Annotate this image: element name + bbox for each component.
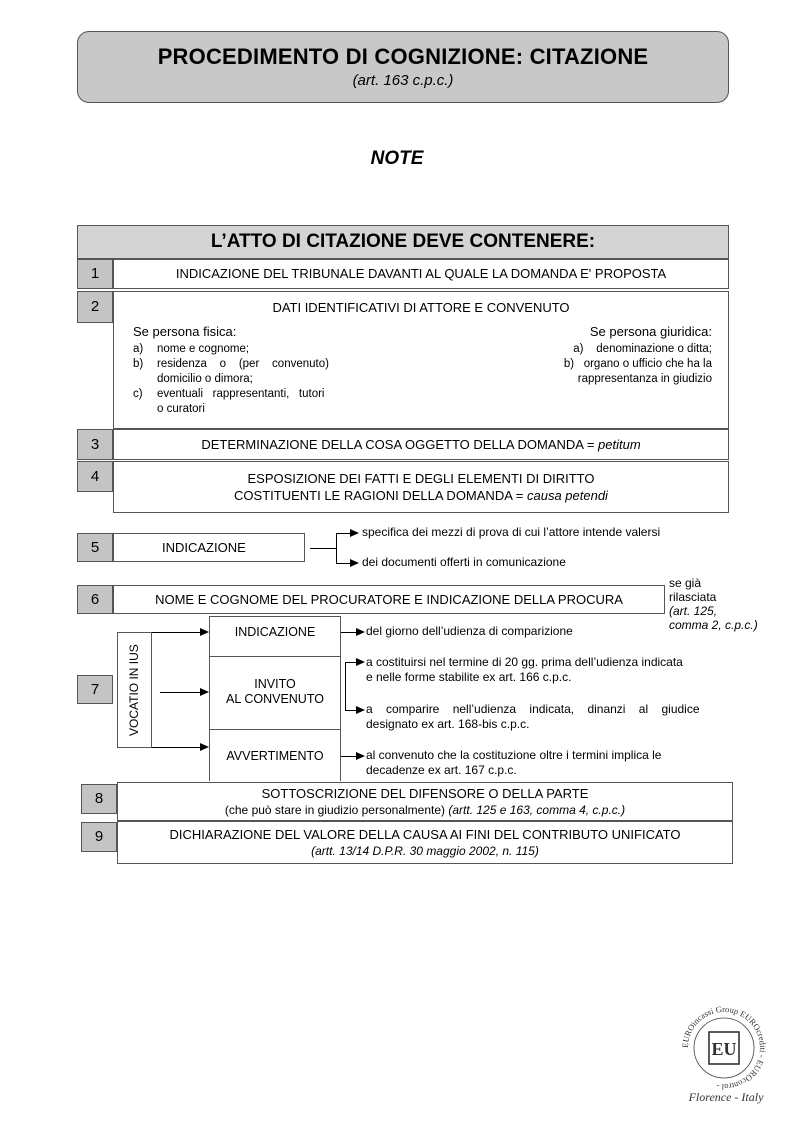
indicazione-box: INDICAZIONE xyxy=(209,616,341,657)
connector-line xyxy=(345,710,356,711)
row-7-text-3 xyxy=(366,702,718,732)
arrow-right-icon xyxy=(356,752,365,760)
arrow-right-icon xyxy=(356,706,365,714)
row-8-line-1: SOTTOSCRIZIONE DEL DIFENSORE O DELLA PARTE xyxy=(261,786,589,801)
list-item: eventuali rappresentanti, tutori xyxy=(157,388,325,400)
connector-line xyxy=(152,747,200,748)
row-7-text-3a: a comparire nell’udienza indicata, dinanzi al giudice xyxy=(366,702,700,716)
persona-giuridica-list xyxy=(500,342,712,387)
row-3-box xyxy=(113,429,729,460)
table-header: L’ATTO DI CITAZIONE DEVE CONTENERE: xyxy=(77,225,729,259)
svg-text:EUROincassi Group EUROcrediti: EUROincassi Group EUROcrediti - EUROcontrol - xyxy=(679,1003,769,1093)
list-item: domicilio o dimora; xyxy=(157,373,253,385)
arrow-right-icon xyxy=(200,688,209,696)
svg-text:EU: EU xyxy=(711,1039,737,1059)
avvertimento-box: AVVERTIMENTO xyxy=(209,729,341,781)
logo-seal-icon xyxy=(676,1000,772,1096)
row-7-text-4b: decadenze ex art. 167 c.p.c. xyxy=(366,763,517,777)
connector-line xyxy=(336,533,350,534)
row-number-5: 5 xyxy=(77,533,113,562)
row-4-line-2-italic: causa petendi xyxy=(526,488,608,503)
invito-line-2: AL CONVENUTO xyxy=(226,692,324,706)
row-number-8: 8 xyxy=(81,784,117,814)
company-logo xyxy=(676,1000,772,1096)
list-item: rappresentanza in giudizio xyxy=(577,373,712,385)
row-number-9: 9 xyxy=(81,822,117,852)
row-6-side-line-3: (art. 125, xyxy=(669,604,718,618)
row-9-box xyxy=(117,821,733,864)
row-8-line-2-italic: (artt. 125 e 163, comma 4, c.p.c.) xyxy=(448,803,626,817)
row-2-text: DATI IDENTIFICATIVI DI ATTORE E CONVENUTO xyxy=(272,300,570,315)
connector-line xyxy=(345,662,356,663)
list-item: a) denominazione o ditta; xyxy=(573,343,712,355)
connector-line xyxy=(341,756,356,757)
arrow-right-icon xyxy=(356,658,365,666)
title-box xyxy=(77,31,729,103)
row-number-6: 6 xyxy=(77,585,113,614)
connector-line xyxy=(160,692,200,693)
row-7-text-2a: a costituirsi nel termine di 20 gg. prima dell’udienza indicata xyxy=(366,655,683,669)
page-subtitle: (art. 163 c.p.c.) xyxy=(352,72,454,89)
row-3-text-italic: petitum xyxy=(598,437,641,452)
persona-giuridica-title: Se persona giuridica: xyxy=(589,324,712,339)
list-item: residenza o (per convenuto) xyxy=(157,358,329,370)
row-1-text: INDICAZIONE DEL TRIBUNALE DAVANTI AL QUALE LA DOMANDA E' PROPOSTA xyxy=(113,259,729,289)
list-item: o curatori xyxy=(157,403,205,415)
invito-line-1: INVITO xyxy=(254,677,296,691)
row-8-box xyxy=(117,782,733,821)
page-title: PROCEDIMENTO DI COGNIZIONE: CITAZIONE xyxy=(157,44,649,69)
row-7-text-3b: designato ex art. 168-bis c.p.c. xyxy=(366,717,530,731)
arrow-right-icon xyxy=(356,628,365,636)
list-marker: b) xyxy=(133,358,144,370)
row-7-text-2 xyxy=(366,655,718,685)
note-label: NOTE xyxy=(370,148,424,169)
list-marker: c) xyxy=(133,388,143,400)
row-9-line-2: (artt. 13/14 D.P.R. 30 maggio 2002, n. 115) xyxy=(311,844,539,858)
row-number-3: 3 xyxy=(77,429,113,460)
row-5-branch-1: specifica dei mezzi di prova di cui l’attore intende valersi xyxy=(362,525,661,539)
arrow-right-icon xyxy=(350,559,359,567)
vocatio-label: VOCATIO IN IUS xyxy=(127,644,141,736)
persona-fisica-title: Se persona fisica: xyxy=(133,324,237,339)
row-4-box xyxy=(113,461,729,513)
row-4-line-1: ESPOSIZIONE DEI FATTI E DEGLI ELEMENTI DI DIRITTO xyxy=(247,471,595,486)
row-number-2: 2 xyxy=(77,291,113,323)
connector-line xyxy=(152,632,200,633)
row-7-text-1: del giorno dell’udienza di comparizione xyxy=(366,624,573,638)
row-7-text-2b: e nelle forme stabilite ex art. 166 c.p.c. xyxy=(366,670,572,684)
arrow-right-icon xyxy=(200,743,209,751)
connector-line xyxy=(345,662,346,710)
row-9-line-1: DICHIARAZIONE DEL VALORE DELLA CAUSA AI FINI DEL CONTRIBUTO UNIFICATO xyxy=(169,827,681,842)
row-number-1: 1 xyxy=(77,259,113,289)
row-number-4: 4 xyxy=(77,461,113,492)
logo-place: Florence - Italy xyxy=(688,1090,764,1104)
row-6-side-line-1: se già xyxy=(669,576,702,590)
row-6-side-line-2: rilasciata xyxy=(669,590,717,604)
list-item: nome e cognome; xyxy=(157,343,250,355)
row-6-side-line-4: comma 2, c.p.c.) xyxy=(669,618,758,632)
row-5-branch-2: dei documenti offerti in comunicazione xyxy=(362,555,566,569)
row-number-7: 7 xyxy=(77,675,113,704)
row-8-line-2: (che può stare in giudizio personalmente) xyxy=(224,803,449,817)
connector-line xyxy=(336,533,337,563)
connector-line xyxy=(310,548,336,549)
list-item: b) organo o ufficio che ha la xyxy=(563,358,712,370)
arrow-right-icon xyxy=(350,529,359,537)
row-7-text-4 xyxy=(366,748,718,778)
list-marker: a) xyxy=(133,343,144,355)
row-6-text: NOME E COGNOME DEL PROCURATORE E INDICAZIONE DELLA PROCURA xyxy=(113,585,665,614)
arrow-right-icon xyxy=(200,628,209,636)
row-4-line-2: COSTITUENTI LE RAGIONI DELLA DOMANDA = xyxy=(234,488,527,503)
connector-line xyxy=(336,563,350,564)
invito-box xyxy=(209,656,341,730)
connector-line xyxy=(341,632,356,633)
row-3-text: DETERMINAZIONE DELLA COSA OGGETTO DELLA DOMANDA = xyxy=(201,437,599,452)
row-7-text-4a: al convenuto che la costituzione oltre i termini implica le xyxy=(366,748,662,762)
row-5-text: INDICAZIONE xyxy=(113,533,305,562)
row-6-side-note xyxy=(669,576,758,632)
persona-fisica-list xyxy=(133,342,353,417)
